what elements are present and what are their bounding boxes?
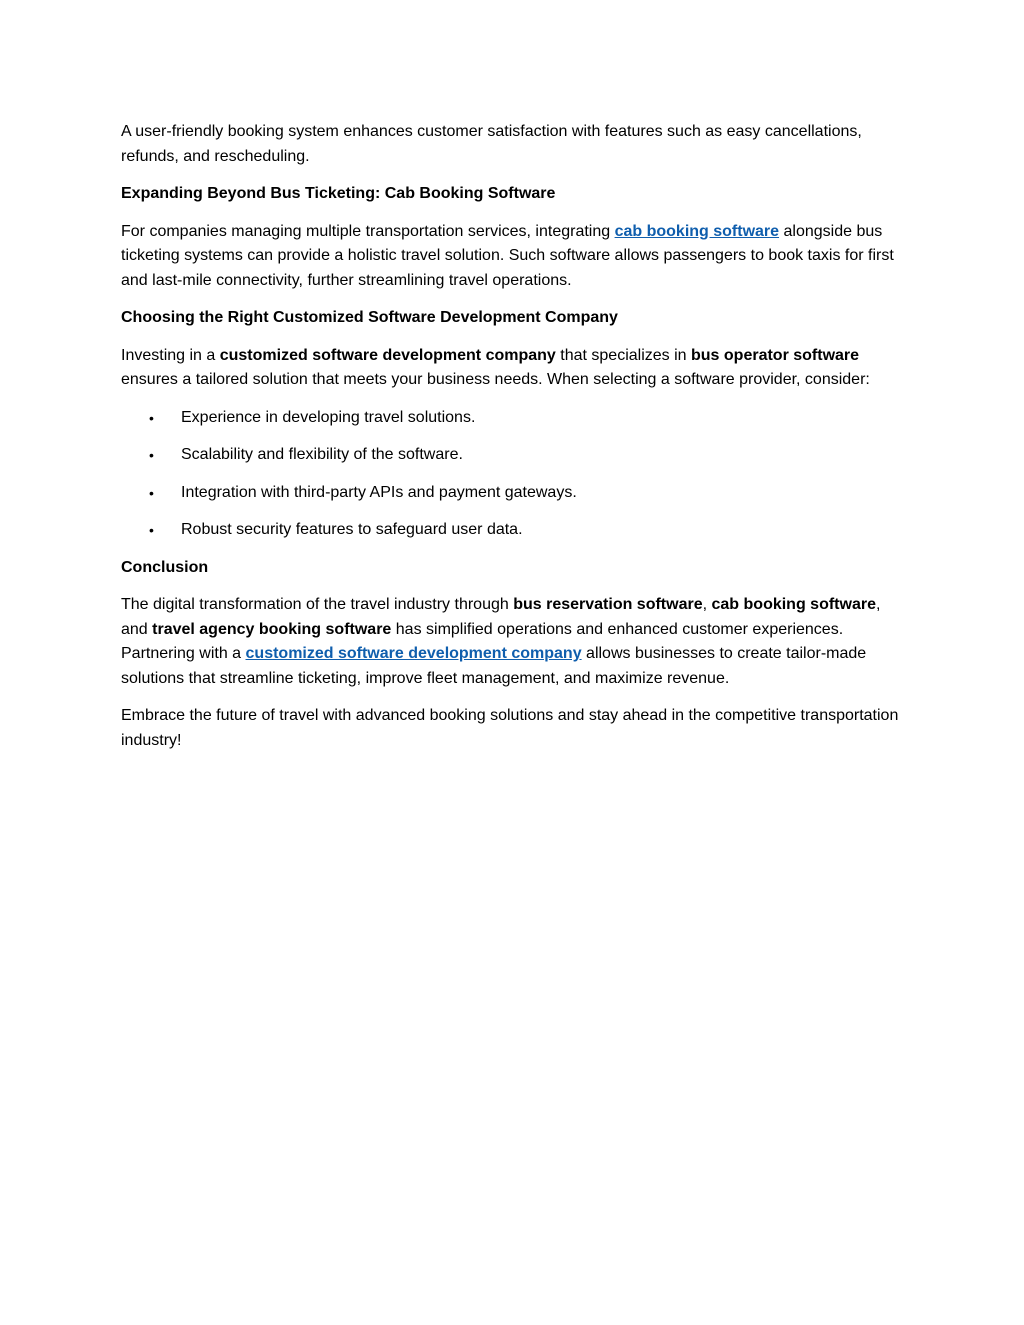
cab-booking-paragraph (121, 220, 911, 294)
text-span: allows businesses to create tailor-made solutions that streamline ticketing, improve fleet management, and maximize revenue. (121, 645, 867, 687)
text-span: that specializes in (555, 346, 691, 364)
list-item-text: Integration with third-party APIs and payment gateways. (181, 483, 577, 501)
text-span: For companies managing multiple transportation services, integrating (121, 222, 615, 240)
text-span: The digital transformation of the travel industry through (121, 596, 514, 613)
document-body (121, 120, 911, 766)
text-span: Investing in a (121, 346, 220, 364)
list-item (121, 406, 911, 431)
text-span: ensures a tailored solution that meets your business needs. When selecting a software provider, consider: (121, 371, 870, 388)
investing-paragraph (121, 344, 911, 393)
list-item-text: Experience in developing travel solutions. (181, 408, 476, 426)
considerations-list (121, 406, 911, 543)
heading-expanding: Expanding Beyond Bus Ticketing: Cab Booking Software (121, 185, 556, 202)
bullet-icon: • (149, 522, 154, 538)
text-span: , and (121, 596, 881, 638)
conclusion-paragraph (121, 593, 911, 691)
text-span: alongside bus ticketing systems can provide a holistic travel solution. Such software allows passengers to book taxis for first and last-mile connectivity, further streamlining travel operations. (121, 222, 894, 289)
bullet-icon: • (149, 484, 154, 501)
bold-term: customized software development company (219, 346, 556, 364)
heading-choosing: Choosing the Right Customized Software Development Company (121, 309, 618, 326)
customized-software-link[interactable]: customized software development company (245, 645, 582, 662)
list-item (121, 443, 911, 468)
list-item (121, 518, 911, 543)
bold-term: bus reservation software (513, 596, 703, 613)
list-item (121, 481, 911, 506)
bullet-icon: • (149, 447, 154, 463)
heading-conclusion: Conclusion (121, 558, 209, 576)
text-span: , (702, 596, 712, 613)
bold-term: cab booking software (711, 596, 876, 613)
text-span: has simplified operations and enhanced customer experiences. Partnering with a (121, 620, 844, 662)
intro-paragraph: A user-friendly booking system enhances customer satisfaction with features such as easy cancellations, refunds, and rescheduling. (121, 123, 862, 165)
list-item-text: Robust security features to safeguard user data. (181, 521, 523, 538)
bold-term: bus operator software (691, 346, 860, 364)
list-item-text: Scalability and flexibility of the software. (181, 446, 463, 463)
cab-booking-software-link[interactable]: cab booking software (614, 222, 780, 240)
bold-term: travel agency booking software (152, 620, 392, 638)
closing-paragraph: Embrace the future of travel with advanced booking solutions and stay ahead in the competitive transportation industry! (121, 707, 899, 749)
bullet-icon: • (149, 409, 154, 426)
